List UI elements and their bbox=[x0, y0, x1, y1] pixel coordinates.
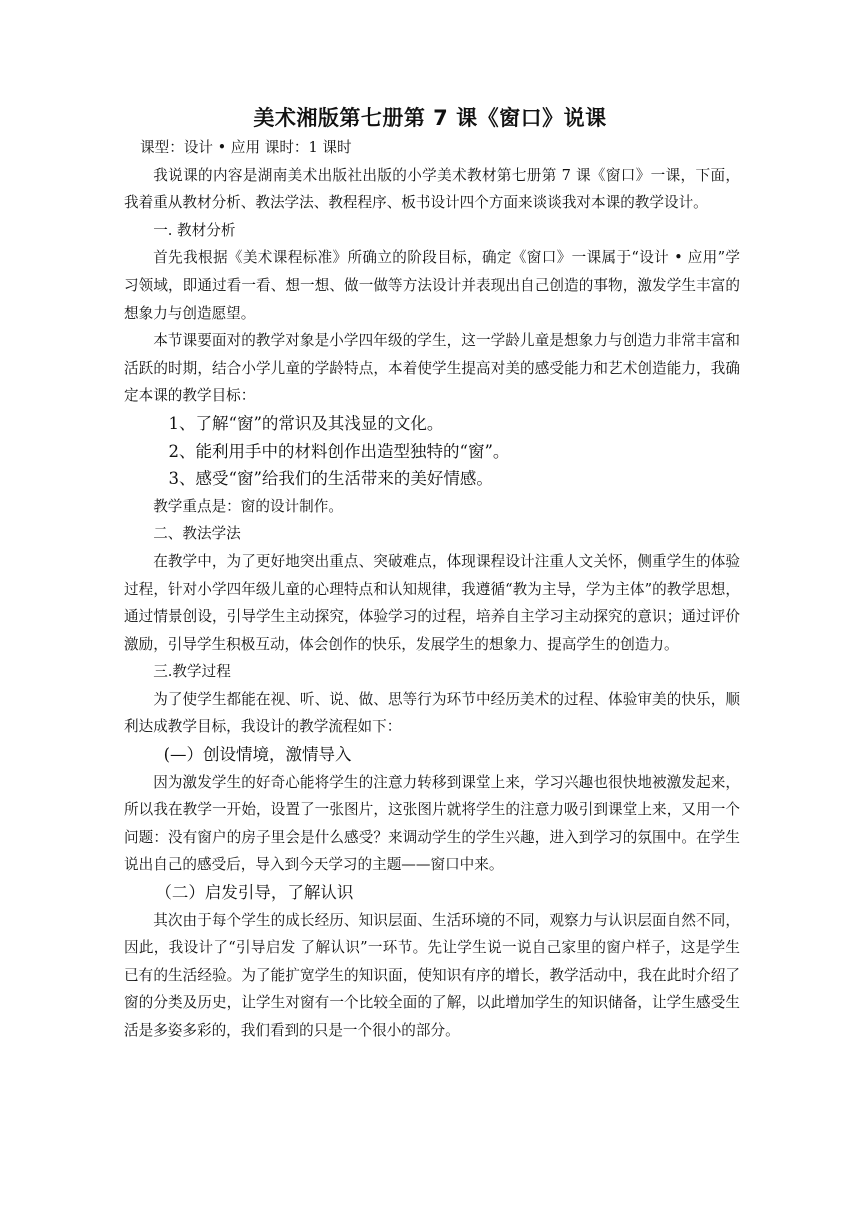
stage-heading-1: (—）创设情境，激情导入 bbox=[163, 745, 352, 765]
key-point: 教学重点是：窗的设计制作。 bbox=[153, 497, 343, 515]
goal-item-3: 3、感受“窗”给我们的生活带来的美好情感。 bbox=[168, 469, 493, 489]
goal-item-1: 1、了解“窗”的常识及其浅显的文化。 bbox=[168, 413, 444, 433]
meta-line: 课型：设计 • 应用 课时：1 课时 bbox=[140, 139, 352, 156]
stage-paragraph-1: 因为激发学生的好奇心能将学生的注意力转移到课堂上来，学习兴趣也很快地被激发起来，所以我在教学一开始，设置了一张图片，这张图片就将学生的注意力吸引到课堂上来，又用一个问题：没有窗户的房子里会是什么感受？来调动学生的学生兴趣，进入到学习的氛围中。在学生说出自己的感受后，导入到今天学习的主题——窗口中来。 bbox=[124, 773, 740, 874]
document-title: 美术湘版第七册第 7 课《窗口》说课 bbox=[253, 106, 607, 130]
intro-paragraph: 我说课的内容是湖南美术出版社出版的小学美术教材第七册第 7 课《窗口》一课，下面，我着重从教材分析、教法学法、教程程序、板书设计四个方面来谈谈我对本课的教学设计。 bbox=[124, 166, 740, 212]
methods-paragraph: 在教学中，为了更好地突出重点、突破难点，体现课程设计注重人文关怀，侧重学生的体验过程，针对小学四年级儿童的心理特点和认知规律，我遵循“教为主导，学为主体”的教学思想，通过情景创设，引导学生主动探究，体验学习的过程，培养自主学习主动探究的意识；通过评价激励，引导学生积极互动，体会创作的快乐，发展学生的想象力、提高学生的创造力。 bbox=[124, 552, 740, 653]
section-heading-methods: 二、教法学法 bbox=[153, 525, 241, 543]
process-paragraph: 为了使学生都能在视、听、说、做、思等行为环节中经历美术的过程、体验审美的快乐，顺利达成教学目标，我设计的教学流程如下： bbox=[124, 690, 740, 736]
document-body bbox=[124, 134, 740, 1045]
section-heading-analysis: 一. 教材分析 bbox=[153, 221, 236, 239]
section-heading-process: 三.教学过程 bbox=[153, 663, 231, 681]
stage-paragraph-2: 其次由于每个学生的成长经历、知识层面、生活环境的不同，观察力与认识层面自然不同，因此，我设计了“引导启发 了解认识”一环节。先让学生说一说自己家里的窗户样子，这是学生已有的生活经验。为了能扩宽学生的知识面，使知识有序的增长，教学活动中，我在此时介绍了窗的分类及历史，让学生对窗有一个比较全面的了解，以此增加学生的知识储备，让学生感受生活是多姿多彩的，我们看到的只是一个很小的部分。 bbox=[124, 911, 740, 1039]
goal-item-2: 2、能利用手中的材料创作出造型独特的“窗”。 bbox=[168, 441, 510, 461]
analysis-paragraph-2: 本节课要面对的教学对象是小学四年级的学生，这一学龄儿童是想象力与创造力非常丰富和活跃的时期，结合小学儿童的学龄特点，本着使学生提高对美的感受能力和艺术创造能力，我确定本课的教学目标： bbox=[124, 332, 740, 405]
analysis-paragraph-1: 首先我根据《美术课程标准》所确立的阶段目标，确定《窗口》一课属于“设计 • 应用”学习领域，即通过看一看、想一想、做一做等方法设计并表现出自己创造的事物，激发学生丰富的想象力与创造愿望。 bbox=[124, 249, 740, 322]
stage-heading-2: （二）启发引导，了解认识 bbox=[155, 883, 354, 903]
